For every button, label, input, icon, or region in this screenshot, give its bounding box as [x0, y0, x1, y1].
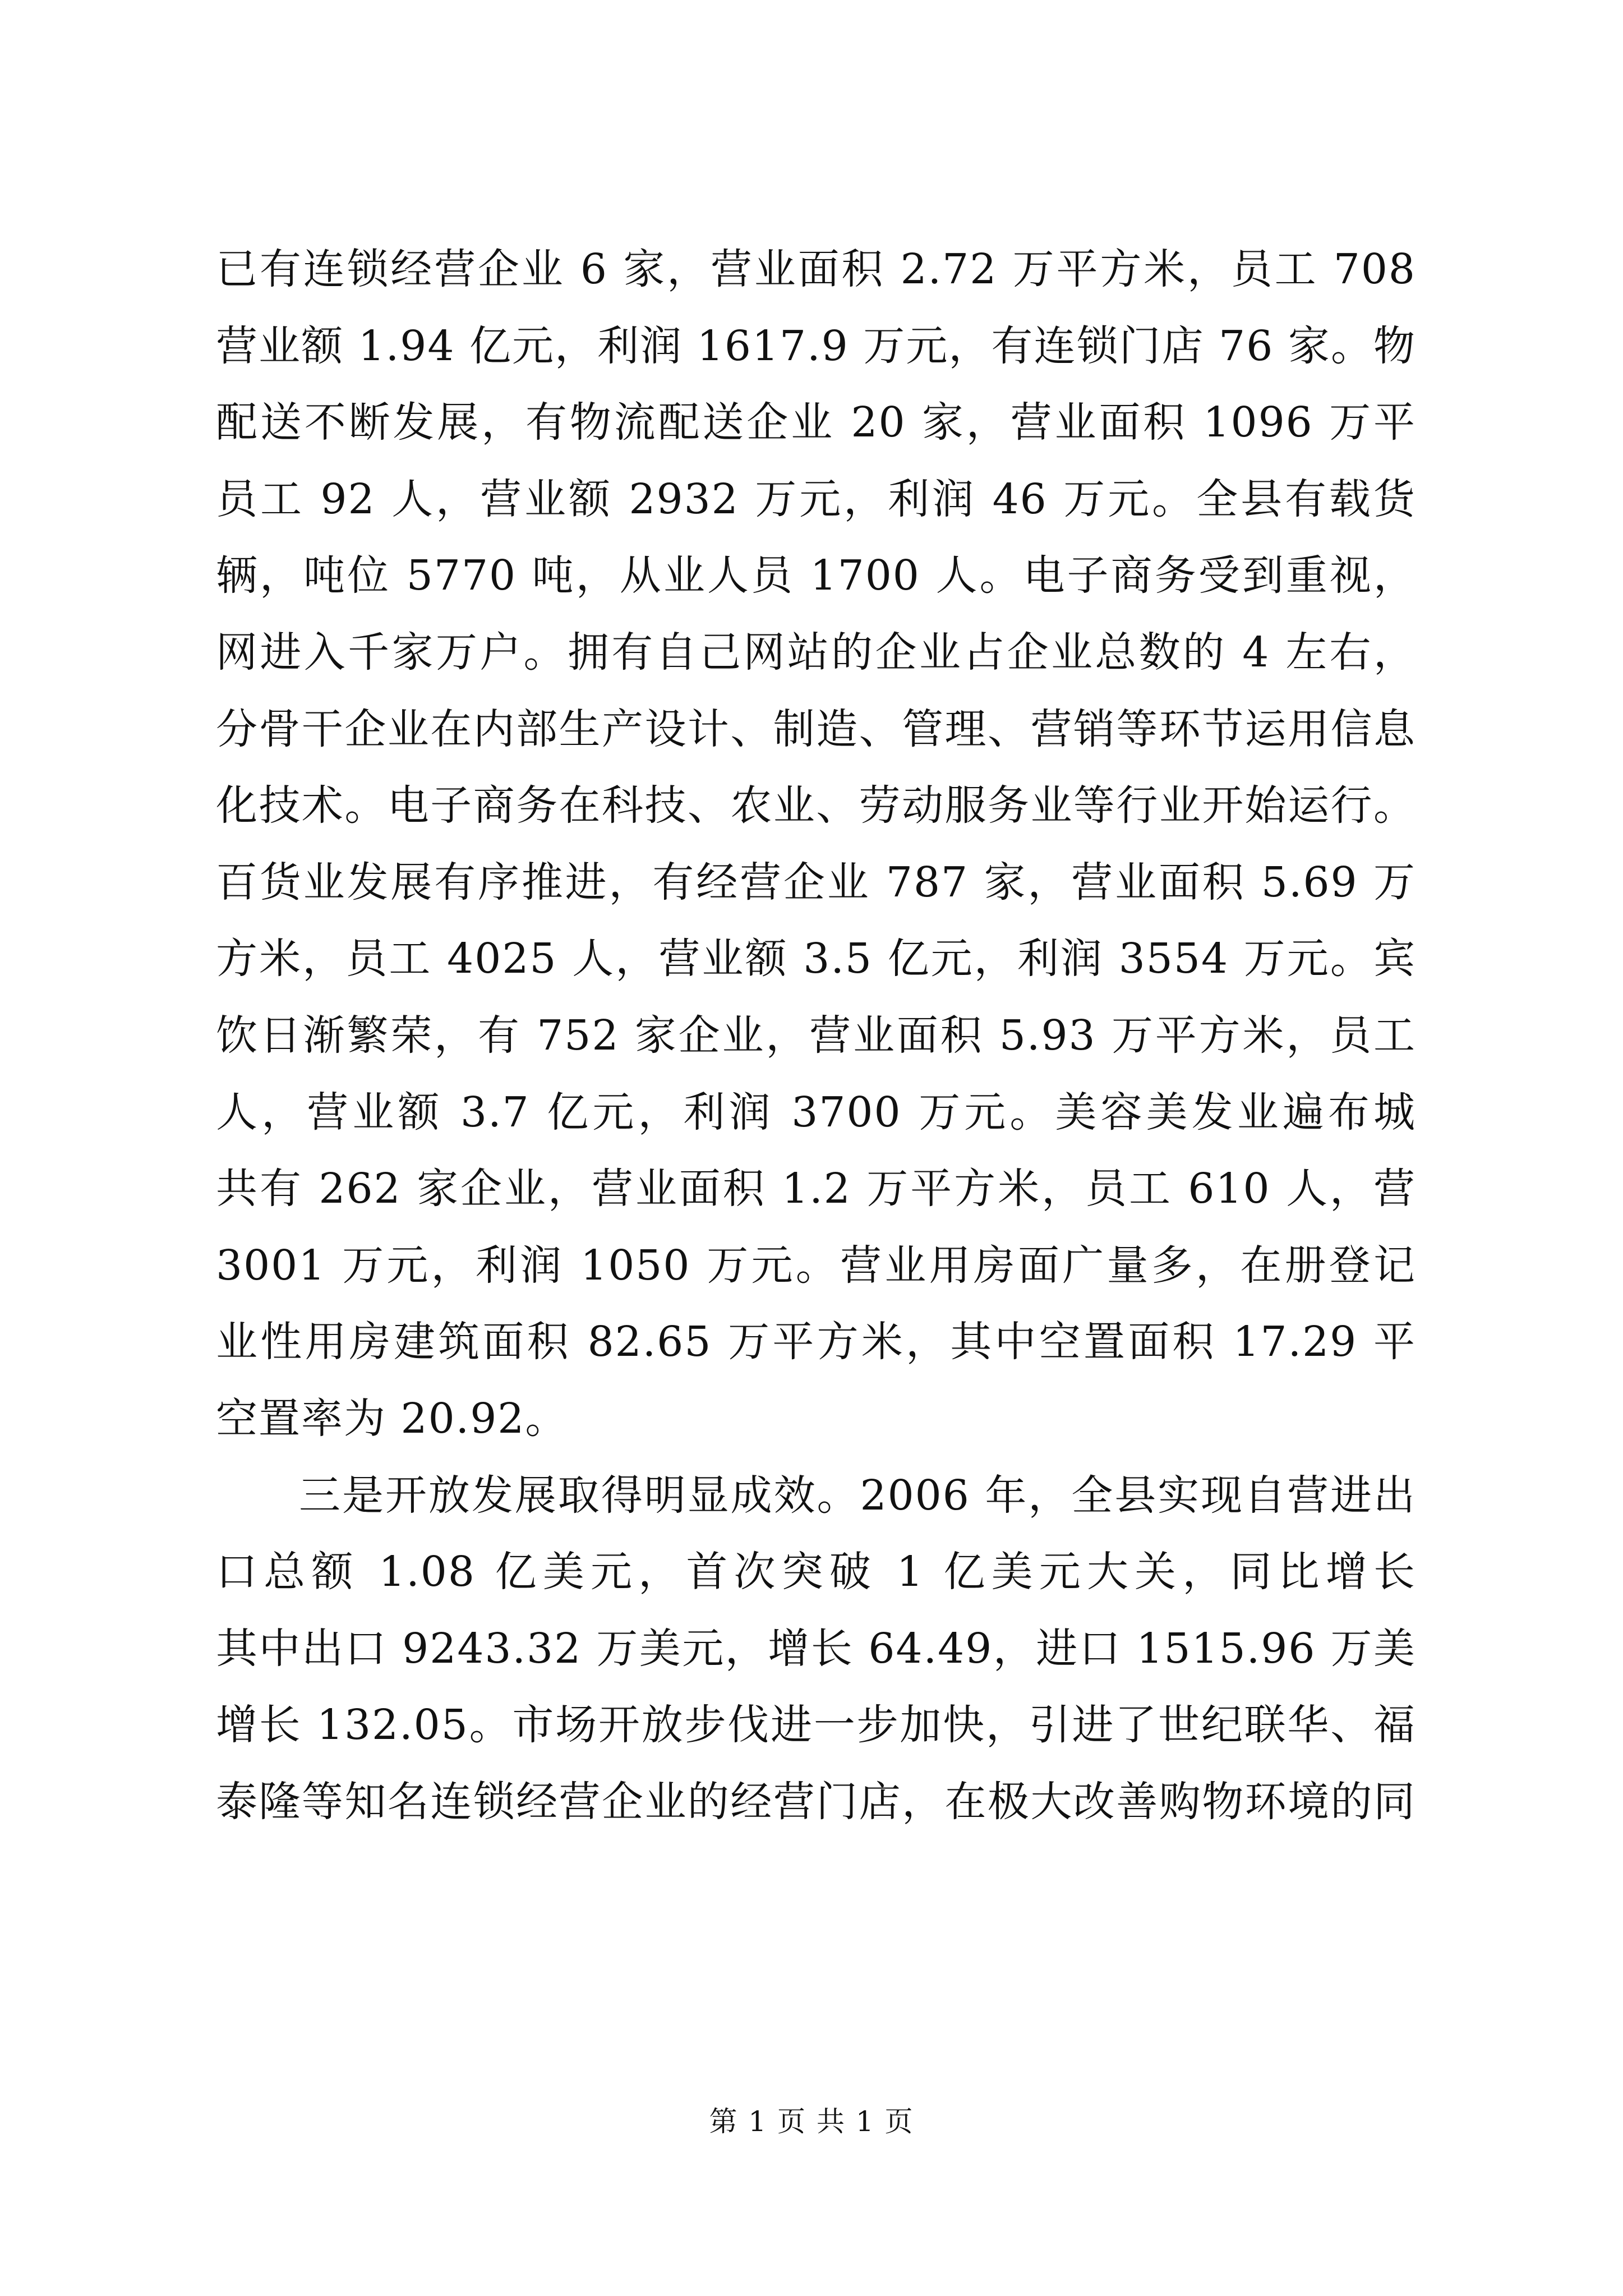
- text-line-6: 网进入千家万户。拥有自己网站的企业占企业总数的 4 左右，: [216, 628, 1416, 677]
- text-line-17: 三是开放发展取得明显成效。2006 年，全县实现自营进出: [299, 1471, 1416, 1520]
- text-line-13: 共有 262 家企业，营业面积 1.2 万平方米，员工 610 人，营: [216, 1165, 1416, 1213]
- text-line-12: 人，营业额 3.7 亿元，利润 3700 万元。美容美发业遍布城: [216, 1088, 1416, 1137]
- text-line-7: 分骨干企业在内部生产设计、制造、管理、营销等环节运用信息: [216, 705, 1416, 753]
- text-line-11: 饮日渐繁荣，有 752 家企业，营业面积 5.93 万平方米，员工: [216, 1011, 1416, 1060]
- text-line-20: 增长 132.05。市场开放步伐进一步加快，引进了世纪联华、福: [216, 1701, 1416, 1750]
- text-line-14: 3001 万元，利润 1050 万元。营业用房面广量多，在册登记: [216, 1241, 1416, 1290]
- text-line-8: 化技术。电子商务在科技、农业、劳动服务业等行业开始运行。: [216, 781, 1416, 830]
- text-line-5: 辆，吨位 5770 吨，从业人员 1700 人。电子商务受到重视，: [216, 551, 1416, 600]
- text-line-10: 方米，员工 4025 人，营业额 3.5 亿元，利润 3554 万元。宾: [216, 935, 1416, 983]
- text-line-3: 配送不断发展，有物流配送企业 20 家，营业面积 1096 万平: [216, 398, 1416, 447]
- text-line-16: 空置率为 20.92。: [216, 1394, 568, 1443]
- text-line-21: 泰隆等知名连锁经营企业的经营门店，在极大改善购物环境的同: [216, 1777, 1416, 1826]
- text-line-18: 口总额 1.08 亿美元，首次突破 1 亿美元大关，同比增长: [216, 1548, 1416, 1596]
- text-line-15: 业性用房建筑面积 82.65 万平方米，其中空置面积 17.29 平: [216, 1318, 1416, 1366]
- body-text: [216, 231, 1416, 1840]
- text-line-1: 已有连锁经营企业 6 家，营业面积 2.72 万平方米，员工 708: [216, 245, 1416, 293]
- text-line-4: 员工 92 人，营业额 2932 万元，利润 46 万元。全县有载货: [216, 475, 1416, 523]
- page-footer: 第 1 页 共 1 页: [709, 2105, 914, 2138]
- text-line-2: 营业额 1.94 亿元，利润 1617.9 万元，有连锁门店 76 家。物: [216, 321, 1416, 370]
- text-line-9: 百货业发展有序推进，有经营企业 787 家，营业面积 5.69 万: [216, 858, 1416, 907]
- text-line-19: 其中出口 9243.32 万美元，增长 64.49，进口 1515.96 万美: [216, 1624, 1416, 1673]
